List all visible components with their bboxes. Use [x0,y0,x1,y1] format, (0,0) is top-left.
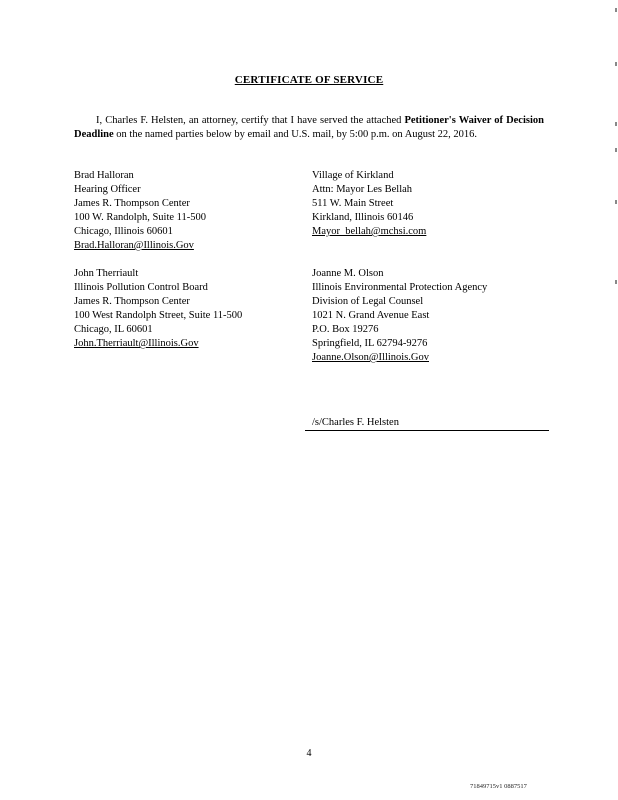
party-block-halloran [74,169,206,253]
scan-edge-mark [615,148,617,152]
party-line: Attn: Mayor Les Bellah [312,184,413,195]
scan-edge-mark [615,62,617,66]
party-line: Joanne M. Olson [312,268,384,279]
party-line: P.O. Box 19276 [312,324,379,335]
party-line: Illinois Pollution Control Board [74,282,208,293]
party-line: Hearing Officer [74,184,141,195]
party-email-link[interactable]: Joanne.Olson@Illinois.Gov [312,352,429,363]
party-block-therriault [74,267,242,351]
party-line: 511 W. Main Street [312,198,394,209]
party-line: Village of Kirkland [312,170,394,181]
paragraph-text-1: I, Charles F. Helsten, an attorney, certify that I have served the attached [96,115,405,126]
scan-edge-mark [615,122,617,126]
party-line: James R. Thompson Center [74,198,190,209]
paragraph-bold-title: Petitioner's Waiver of Decision Deadline [74,115,544,140]
page-number: 4 [306,748,312,759]
party-line: Chicago, IL 60601 [74,324,153,335]
party-line: 1021 N. Grand Avenue East [312,310,430,321]
party-line: Division of Legal Counsel [312,296,424,307]
signature-line [305,430,549,431]
party-line: Illinois Environmental Protection Agency [312,282,488,293]
party-block-olson [312,267,487,365]
page-title: CERTIFICATE OF SERVICE [234,74,384,86]
party-line: Kirkland, Illinois 60146 [312,212,414,223]
party-block-kirkland [312,169,426,239]
party-email-link[interactable]: Mayor_bellah@mchsi.com [312,226,427,237]
party-line: 100 W. Randolph, Suite 11-500 [74,212,207,223]
party-email-link[interactable]: Brad.Halloran@Illinois.Gov [74,240,194,251]
scan-edge-mark [615,8,617,12]
scan-edge-mark [615,200,617,204]
party-line: Springfield, IL 62794-9276 [312,338,428,349]
party-line: 100 West Randolph Street, Suite 11-500 [74,310,243,321]
party-line: Brad Halloran [74,170,134,181]
party-email-link[interactable]: John.Therriault@Illinois.Gov [74,338,199,349]
document-id: 71849715v1 0887517 [470,783,527,790]
party-line: Chicago, Illinois 60601 [74,226,173,237]
party-line: John Therriault [74,268,139,279]
paragraph-text-2: on the named parties below by email and U.S. mail, by 5:00 p.m. on August 22, 2016. [113,129,478,140]
certification-paragraph [74,114,544,142]
scan-edge-mark [615,280,617,284]
signature-text: /s/Charles F. Helsten [312,417,399,428]
party-line: James R. Thompson Center [74,296,190,307]
